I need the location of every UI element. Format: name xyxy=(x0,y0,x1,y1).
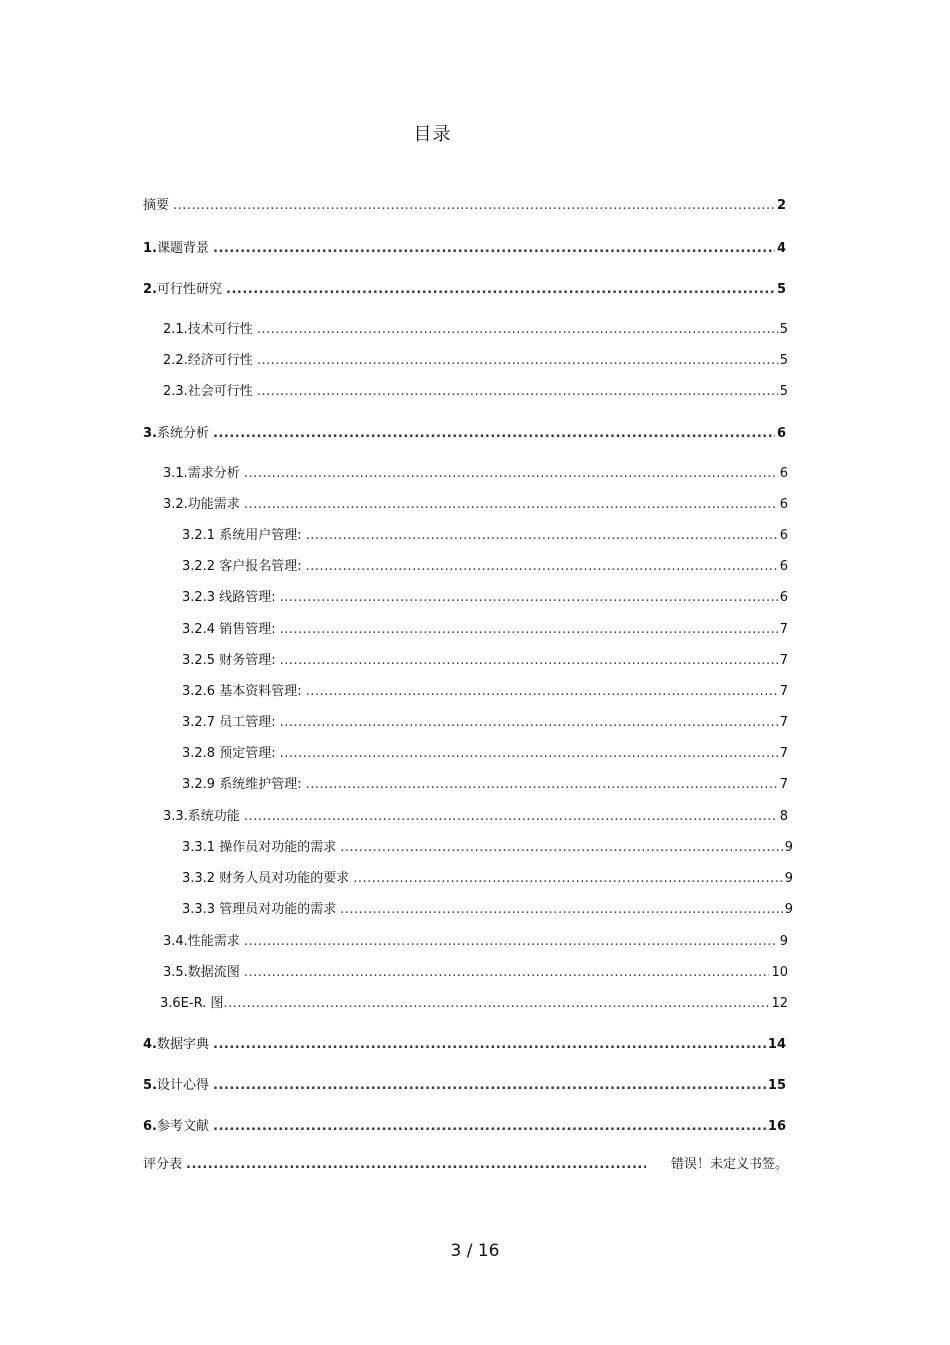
toc-leader xyxy=(226,282,775,297)
toc-entry-label: 课题背景 xyxy=(156,241,209,256)
toc-entry-label: 3.2.9 系统维护管理: xyxy=(182,777,302,792)
toc-page-number: 8 xyxy=(779,809,788,824)
toc-entry-label: 3.2.功能需求 xyxy=(163,497,240,512)
toc-entry-label: 2.2.经济可行性 xyxy=(163,353,253,368)
toc-entry[interactable] xyxy=(163,318,788,338)
toc-entry[interactable] xyxy=(163,349,788,369)
toc-leader xyxy=(257,322,778,337)
toc-entry-label: 3.4.性能需求 xyxy=(163,934,240,949)
toc-page-number: 7 xyxy=(779,715,788,730)
toc-entry[interactable] xyxy=(163,930,788,950)
toc-entry[interactable] xyxy=(143,1153,788,1173)
toc-entry-label: 3.1.需求分析 xyxy=(163,466,240,481)
toc-entry[interactable] xyxy=(163,961,788,981)
toc-leader xyxy=(306,684,778,699)
toc-page-number: 10 xyxy=(771,965,788,980)
toc-entry-label: 评分表 xyxy=(143,1157,183,1172)
toc-leader xyxy=(244,466,778,481)
toc-entry-label: 3.3.系统功能 xyxy=(163,809,240,824)
toc-page-number: 12 xyxy=(771,996,788,1011)
toc-entry-label: 2.1.技术可行性 xyxy=(163,322,253,337)
toc-entry-label: 参考文献 xyxy=(156,1119,209,1134)
toc-leader xyxy=(213,241,775,256)
toc-leader xyxy=(280,622,778,637)
toc-entry-label: 摘要 xyxy=(143,198,170,213)
toc-page-number: 2 xyxy=(776,198,786,213)
toc-entry[interactable] xyxy=(182,836,793,856)
toc-entry-number: 4. xyxy=(143,1037,157,1052)
toc-leader xyxy=(306,559,778,574)
toc-entry[interactable] xyxy=(143,237,786,257)
toc-page-number: 6 xyxy=(779,466,788,481)
toc-entry-number: 3. xyxy=(143,426,157,441)
toc-leader xyxy=(244,809,778,824)
toc-page-number: 错误！未定义书签。 xyxy=(670,1157,788,1172)
toc-page-number: 14 xyxy=(767,1037,786,1052)
toc-entry-number: 1. xyxy=(143,241,157,256)
toc-entry-label: 3.2.8 预定管理: xyxy=(182,746,276,761)
toc-entry[interactable] xyxy=(182,524,788,544)
toc-leader xyxy=(306,777,778,792)
toc-entry[interactable] xyxy=(163,462,788,482)
toc-leader xyxy=(280,715,778,730)
toc-leader xyxy=(353,871,783,886)
toc-entry[interactable] xyxy=(143,1074,786,1094)
toc-entry[interactable] xyxy=(182,711,788,731)
toc-entry-label: 3.3.1 操作员对功能的需求 xyxy=(182,840,337,855)
toc-entry[interactable] xyxy=(182,555,788,575)
toc-page-number: 7 xyxy=(779,777,788,792)
toc-page-number: 6 xyxy=(779,497,788,512)
toc-page-number: 9 xyxy=(784,902,793,917)
toc-entry[interactable] xyxy=(182,649,788,669)
toc-entry[interactable] xyxy=(182,618,788,638)
toc-entry-number: 6. xyxy=(143,1119,157,1134)
toc-entry-label: 设计心得 xyxy=(156,1078,209,1093)
toc-entry[interactable] xyxy=(182,742,788,762)
toc-page-number: 16 xyxy=(767,1119,786,1134)
toc-leader xyxy=(280,746,778,761)
toc-page-number: 7 xyxy=(779,622,788,637)
toc-page-number: 6 xyxy=(779,559,788,574)
toc-entry[interactable] xyxy=(182,898,793,918)
toc-entry-label: 3.6E-R. 图 xyxy=(160,996,224,1011)
toc-leader xyxy=(257,384,778,399)
toc-entry-label: 3.2.2 客户报名管理: xyxy=(182,559,302,574)
toc-page-number: 7 xyxy=(779,653,788,668)
toc-leader xyxy=(223,996,769,1011)
toc-entry[interactable] xyxy=(163,493,788,513)
toc-leader xyxy=(340,902,783,917)
toc-page-number: 5 xyxy=(779,353,788,368)
toc-leader xyxy=(186,1157,646,1172)
toc-entry[interactable] xyxy=(182,867,793,887)
toc-leader xyxy=(306,528,778,543)
toc-entry-label: 系统分析 xyxy=(156,426,209,441)
toc-entry[interactable] xyxy=(182,773,788,793)
toc-leader xyxy=(213,426,775,441)
toc-entry[interactable] xyxy=(143,1033,786,1053)
toc-page-number: 9 xyxy=(784,840,793,855)
page-indicator: 3 / 16 xyxy=(450,1241,500,1261)
toc-leader xyxy=(173,198,775,213)
toc-page-number: 4 xyxy=(776,241,786,256)
toc-page-number: 5 xyxy=(779,384,788,399)
toc-entry[interactable] xyxy=(160,992,788,1012)
toc-leader xyxy=(213,1078,766,1093)
toc-entry-label: 3.3.3 管理员对功能的需求 xyxy=(182,902,337,917)
toc-page-number: 9 xyxy=(784,871,793,886)
toc-entry[interactable] xyxy=(143,278,786,298)
toc-entry-label: 3.3.2 财务人员对功能的要求 xyxy=(182,871,350,886)
toc-leader xyxy=(280,653,778,668)
toc-page-number: 6 xyxy=(779,528,788,543)
toc-leader xyxy=(340,840,783,855)
toc-entry[interactable] xyxy=(163,805,788,825)
toc-entry[interactable] xyxy=(143,194,786,214)
toc-leader xyxy=(280,590,778,605)
toc-entry-label: 2.3.社会可行性 xyxy=(163,384,253,399)
toc-entry-label: 3.5.数据流图 xyxy=(163,965,240,980)
toc-title: 目录 xyxy=(413,124,452,145)
toc-entry-label: 可行性研究 xyxy=(156,282,222,297)
toc-entry-number: 5. xyxy=(143,1078,157,1093)
toc-entry[interactable] xyxy=(143,1115,786,1135)
toc-page-number: 6 xyxy=(776,426,786,441)
toc-leader xyxy=(213,1037,766,1052)
toc-entry[interactable] xyxy=(163,380,788,400)
toc-leader xyxy=(244,965,770,980)
toc-leader xyxy=(213,1119,766,1134)
toc-leader xyxy=(257,353,778,368)
toc-leader xyxy=(244,497,778,512)
toc-entry[interactable] xyxy=(143,422,786,442)
toc-entry-label: 3.2.3 线路管理: xyxy=(182,590,276,605)
toc-page-number: 7 xyxy=(779,684,788,699)
toc-page-number: 5 xyxy=(776,282,786,297)
toc-entry-number: 2. xyxy=(143,282,157,297)
toc-page-number: 9 xyxy=(779,934,788,949)
toc-page-number: 6 xyxy=(779,590,788,605)
toc-entry-label: 数据字典 xyxy=(156,1037,209,1052)
toc-leader xyxy=(244,934,778,949)
toc-entry-label: 3.2.5 财务管理: xyxy=(182,653,276,668)
toc-entry-label: 3.2.1 系统用户管理: xyxy=(182,528,302,543)
toc-entry[interactable] xyxy=(182,586,788,606)
toc-entry[interactable] xyxy=(182,680,788,700)
toc-entry-label: 3.2.7 员工管理: xyxy=(182,715,276,730)
toc-page-number: 15 xyxy=(767,1078,786,1093)
toc-page-number: 5 xyxy=(779,322,788,337)
toc-entry-label: 3.2.4 销售管理: xyxy=(182,622,276,637)
toc-entry-label: 3.2.6 基本资料管理: xyxy=(182,684,302,699)
toc-page-number: 7 xyxy=(779,746,788,761)
